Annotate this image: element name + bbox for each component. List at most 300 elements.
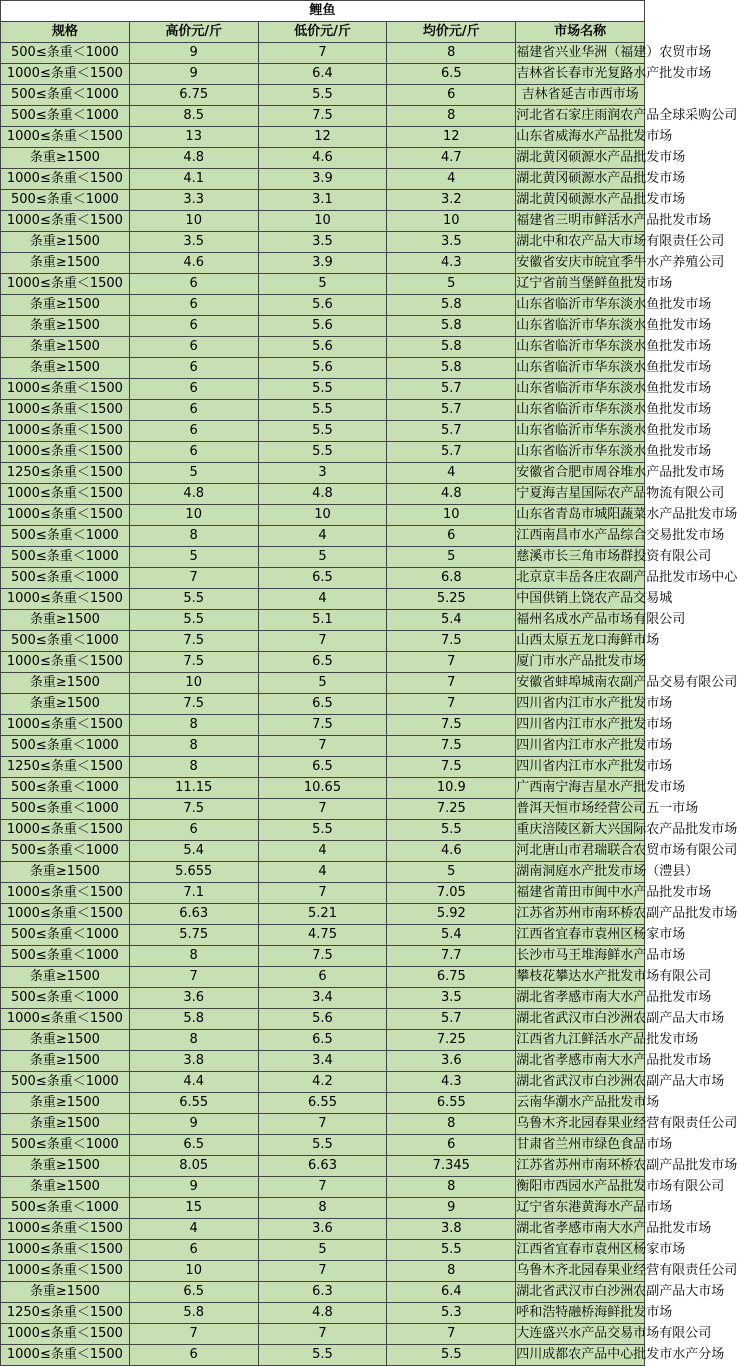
- cell-market-name: 山东省威海水产品批发市场: [516, 127, 645, 148]
- table-title: 鲤鱼: [1, 1, 645, 22]
- cell-low-price: 6.5: [258, 568, 387, 589]
- cell-low-price: 6.5: [258, 757, 387, 778]
- cell-avg-price: 7.05: [387, 883, 516, 904]
- cell-spec: 条重≥1500: [1, 1093, 130, 1114]
- cell-avg-price: 6: [387, 85, 516, 106]
- cell-low-price: 3.9: [258, 169, 387, 190]
- cell-market-name: 江西省宜春市袁州区杨家市场: [516, 1240, 645, 1261]
- cell-low-price: 5.1: [258, 610, 387, 631]
- table-row: [1, 904, 645, 925]
- cell-spec: 条重≥1500: [1, 1051, 130, 1072]
- cell-avg-price: 10: [387, 211, 516, 232]
- cell-low-price: 3.4: [258, 1051, 387, 1072]
- cell-low-price: 7: [258, 631, 387, 652]
- cell-spec: 1000≤条重＜1500: [1, 1261, 130, 1282]
- table-row: [1, 883, 645, 904]
- cell-high-price: 13: [129, 127, 258, 148]
- cell-low-price: 4.8: [258, 1303, 387, 1324]
- cell-avg-price: 5.7: [387, 442, 516, 463]
- table-row: [1, 421, 645, 442]
- cell-market-name: 广西南宁海吉星水产批发市场: [516, 778, 645, 799]
- cell-avg-price: 4.3: [387, 1072, 516, 1093]
- cell-spec: 条重≥1500: [1, 295, 130, 316]
- cell-high-price: 11.15: [129, 778, 258, 799]
- table-row: [1, 568, 645, 589]
- cell-high-price: 10: [129, 1261, 258, 1282]
- cell-low-price: 4: [258, 589, 387, 610]
- cell-avg-price: 7.5: [387, 715, 516, 736]
- cell-market-name: 江西省宜春市袁州区杨家市场: [516, 925, 645, 946]
- cell-market-name: 湖北省孝感市南大水产品批发市场: [516, 1219, 645, 1240]
- table-row: [1, 1324, 645, 1345]
- cell-avg-price: 5: [387, 862, 516, 883]
- cell-high-price: 6: [129, 400, 258, 421]
- cell-spec: 1000≤条重＜1500: [1, 883, 130, 904]
- cell-market-name: 四川成都农产品中心批发市水产分场: [516, 1345, 645, 1366]
- table-row: [1, 211, 645, 232]
- cell-market-name: 山西太原五龙口海鲜市场: [516, 631, 645, 652]
- table-row: [1, 1114, 645, 1135]
- cell-spec: 500≤条重＜1000: [1, 85, 130, 106]
- cell-high-price: 7.5: [129, 652, 258, 673]
- cell-high-price: 6: [129, 358, 258, 379]
- cell-high-price: 6: [129, 1240, 258, 1261]
- cell-low-price: 5.5: [258, 85, 387, 106]
- cell-low-price: 7.5: [258, 946, 387, 967]
- cell-low-price: 5.5: [258, 400, 387, 421]
- cell-market-name: 山东省临沂市华东淡水鱼批发市场: [516, 316, 645, 337]
- cell-avg-price: 5.25: [387, 589, 516, 610]
- cell-avg-price: 6.55: [387, 1093, 516, 1114]
- cell-high-price: 4.6: [129, 253, 258, 274]
- cell-low-price: 5.6: [258, 358, 387, 379]
- cell-spec: 条重≥1500: [1, 358, 130, 379]
- cell-market-name: 安徽省安庆市皖宜季牛水产养殖公司: [516, 253, 645, 274]
- header-avg-price: 均价元/斤: [387, 22, 516, 43]
- cell-avg-price: 5.8: [387, 358, 516, 379]
- cell-high-price: 8: [129, 1030, 258, 1051]
- cell-high-price: 7.1: [129, 883, 258, 904]
- cell-market-name: 云南华潮水产品批发市场: [516, 1093, 645, 1114]
- table-row: [1, 925, 645, 946]
- cell-avg-price: 7: [387, 694, 516, 715]
- cell-market-name: 吉林省长春市光复路水产批发市场: [516, 64, 645, 85]
- table-row: [1, 127, 645, 148]
- cell-avg-price: 3.2: [387, 190, 516, 211]
- cell-avg-price: 7: [387, 652, 516, 673]
- table-row: [1, 169, 645, 190]
- cell-high-price: 15: [129, 1198, 258, 1219]
- cell-spec: 1000≤条重＜1500: [1, 64, 130, 85]
- cell-low-price: 5: [258, 274, 387, 295]
- cell-avg-price: 12: [387, 127, 516, 148]
- cell-spec: 500≤条重＜1000: [1, 778, 130, 799]
- cell-high-price: 7.5: [129, 694, 258, 715]
- cell-avg-price: 7.5: [387, 631, 516, 652]
- cell-market-name: 河北省石家庄雨润农产品全球采购公司: [516, 106, 645, 127]
- cell-market-name: 山东省临沂市华东淡水鱼批发市场: [516, 379, 645, 400]
- cell-low-price: 7: [258, 1114, 387, 1135]
- cell-avg-price: 3.6: [387, 1051, 516, 1072]
- cell-high-price: 3.3: [129, 190, 258, 211]
- table-row: [1, 757, 645, 778]
- table-row: [1, 253, 645, 274]
- cell-low-price: 6: [258, 967, 387, 988]
- cell-high-price: 10: [129, 505, 258, 526]
- table-row: [1, 1240, 645, 1261]
- cell-high-price: 6: [129, 274, 258, 295]
- table-row: [1, 1177, 645, 1198]
- cell-market-name: 湖北省武汉市白沙洲农副产品大市场: [516, 1009, 645, 1030]
- cell-market-name: 四川省内江市水产批发市场: [516, 715, 645, 736]
- cell-low-price: 4: [258, 841, 387, 862]
- cell-low-price: 5.6: [258, 1009, 387, 1030]
- cell-high-price: 4: [129, 1219, 258, 1240]
- cell-low-price: 7: [258, 1261, 387, 1282]
- cell-avg-price: 7.25: [387, 1030, 516, 1051]
- cell-market-name: 重庆涪陵区新大兴国际农产品批发市场: [516, 820, 645, 841]
- cell-high-price: 6.63: [129, 904, 258, 925]
- cell-low-price: 6.4: [258, 64, 387, 85]
- cell-high-price: 5.5: [129, 589, 258, 610]
- cell-avg-price: 5.8: [387, 295, 516, 316]
- cell-avg-price: 8: [387, 1177, 516, 1198]
- cell-high-price: 7: [129, 568, 258, 589]
- cell-spec: 条重≥1500: [1, 694, 130, 715]
- cell-high-price: 5.75: [129, 925, 258, 946]
- cell-low-price: 5.5: [258, 1135, 387, 1156]
- cell-market-name: 呼和浩特融桥海鲜批发市场: [516, 1303, 645, 1324]
- cell-spec: 条重≥1500: [1, 337, 130, 358]
- cell-avg-price: 5.5: [387, 1345, 516, 1366]
- cell-market-name: 山东省临沂市华东淡水鱼批发市场: [516, 295, 645, 316]
- table-row: [1, 652, 645, 673]
- cell-high-price: 5: [129, 463, 258, 484]
- cell-low-price: 5.6: [258, 295, 387, 316]
- cell-high-price: 7: [129, 1324, 258, 1345]
- cell-low-price: 12: [258, 127, 387, 148]
- cell-spec: 条重≥1500: [1, 862, 130, 883]
- cell-avg-price: 5.7: [387, 421, 516, 442]
- cell-high-price: 8: [129, 526, 258, 547]
- cell-low-price: 6.63: [258, 1156, 387, 1177]
- cell-market-name: 山东省临沂市华东淡水鱼批发市场: [516, 421, 645, 442]
- cell-high-price: 4.8: [129, 484, 258, 505]
- cell-spec: 1250≤条重＜1500: [1, 757, 130, 778]
- cell-avg-price: 5.7: [387, 1009, 516, 1030]
- cell-spec: 条重≥1500: [1, 232, 130, 253]
- cell-low-price: 6.5: [258, 694, 387, 715]
- cell-market-name: 山东省临沂市华东淡水鱼批发市场: [516, 337, 645, 358]
- cell-market-name: 衡阳市西园水产品批发市场有限公司: [516, 1177, 645, 1198]
- cell-spec: 500≤条重＜1000: [1, 946, 130, 967]
- cell-avg-price: 3.8: [387, 1219, 516, 1240]
- cell-high-price: 6: [129, 337, 258, 358]
- cell-low-price: 3.6: [258, 1219, 387, 1240]
- table-row: [1, 295, 645, 316]
- cell-avg-price: 10.9: [387, 778, 516, 799]
- cell-market-name: 山东省临沂市华东淡水鱼批发市场: [516, 400, 645, 421]
- cell-spec: 1000≤条重＜1500: [1, 379, 130, 400]
- cell-low-price: 4: [258, 862, 387, 883]
- cell-high-price: 6.5: [129, 1135, 258, 1156]
- cell-spec: 500≤条重＜1000: [1, 526, 130, 547]
- cell-low-price: 8: [258, 1198, 387, 1219]
- cell-high-price: 10: [129, 211, 258, 232]
- cell-low-price: 4.75: [258, 925, 387, 946]
- cell-market-name: 乌鲁木齐北园春果业经营有限责任公司: [516, 1114, 645, 1135]
- cell-market-name: 湖南洞庭水产批发市场（澧县）: [516, 862, 645, 883]
- cell-spec: 1000≤条重＜1500: [1, 1324, 130, 1345]
- cell-low-price: 6.55: [258, 1093, 387, 1114]
- cell-avg-price: 5.5: [387, 820, 516, 841]
- table-row: [1, 1030, 645, 1051]
- cell-low-price: 3: [258, 463, 387, 484]
- cell-spec: 500≤条重＜1000: [1, 568, 130, 589]
- table-row: [1, 148, 645, 169]
- cell-high-price: 8: [129, 757, 258, 778]
- cell-low-price: 4.2: [258, 1072, 387, 1093]
- cell-high-price: 8: [129, 736, 258, 757]
- cell-low-price: 7: [258, 736, 387, 757]
- cell-avg-price: 5.7: [387, 379, 516, 400]
- cell-spec: 1000≤条重＜1500: [1, 127, 130, 148]
- cell-market-name: 福州名成水产品市场有限公司: [516, 610, 645, 631]
- cell-spec: 1000≤条重＜1500: [1, 274, 130, 295]
- cell-market-name: 福建省三明市鲜活水产品批发市场: [516, 211, 645, 232]
- cell-spec: 1000≤条重＜1500: [1, 505, 130, 526]
- header-row: [1, 22, 645, 43]
- cell-avg-price: 5: [387, 274, 516, 295]
- table-row: [1, 1282, 645, 1303]
- cell-spec: 1000≤条重＜1500: [1, 1240, 130, 1261]
- cell-spec: 1000≤条重＜1500: [1, 1009, 130, 1030]
- cell-high-price: 6.55: [129, 1093, 258, 1114]
- cell-high-price: 6.5: [129, 1282, 258, 1303]
- cell-market-name: 北京京丰岳各庄农副产品批发市场中心: [516, 568, 645, 589]
- cell-market-name: 湖北省孝感市南大水产品批发市场: [516, 988, 645, 1009]
- header-spec: 规格: [1, 22, 130, 43]
- header-high-price: 高价元/斤: [129, 22, 258, 43]
- table-row: [1, 1219, 645, 1240]
- cell-market-name: 攀枝花攀达水产批发市场有限公司: [516, 967, 645, 988]
- cell-low-price: 5.5: [258, 421, 387, 442]
- cell-spec: 条重≥1500: [1, 1156, 130, 1177]
- cell-spec: 1000≤条重＜1500: [1, 715, 130, 736]
- cell-market-name: 辽宁省前当堡鲜鱼批发市场: [516, 274, 645, 295]
- table-row: [1, 106, 645, 127]
- table-row: [1, 337, 645, 358]
- cell-high-price: 7: [129, 967, 258, 988]
- cell-spec: 条重≥1500: [1, 1177, 130, 1198]
- cell-avg-price: 8: [387, 1261, 516, 1282]
- cell-spec: 500≤条重＜1000: [1, 631, 130, 652]
- cell-spec: 1000≤条重＜1500: [1, 652, 130, 673]
- table-row: [1, 1303, 645, 1324]
- cell-high-price: 6: [129, 295, 258, 316]
- cell-high-price: 4.8: [129, 148, 258, 169]
- cell-spec: 条重≥1500: [1, 148, 130, 169]
- table-row: [1, 1051, 645, 1072]
- cell-market-name: 山东省临沂市华东淡水鱼批发市场: [516, 442, 645, 463]
- cell-market-name: 福建省莆田市闽中水产品批发市场: [516, 883, 645, 904]
- cell-market-name: 普洱天恒市场经营公司五一市场: [516, 799, 645, 820]
- cell-spec: 1250≤条重＜1500: [1, 1303, 130, 1324]
- table-row: [1, 1261, 645, 1282]
- cell-low-price: 5.6: [258, 337, 387, 358]
- cell-avg-price: 4.6: [387, 841, 516, 862]
- cell-spec: 条重≥1500: [1, 1282, 130, 1303]
- cell-spec: 1000≤条重＜1500: [1, 400, 130, 421]
- cell-avg-price: 6.75: [387, 967, 516, 988]
- cell-spec: 条重≥1500: [1, 610, 130, 631]
- cell-market-name: 安徽省蚌埠城南农副产品交易有限公司: [516, 673, 645, 694]
- cell-high-price: 6: [129, 316, 258, 337]
- cell-market-name: 四川省内江市水产批发市场: [516, 694, 645, 715]
- table-row: [1, 85, 645, 106]
- cell-spec: 500≤条重＜1000: [1, 43, 130, 64]
- cell-market-name: 长沙市马王堆海鲜水产品市场: [516, 946, 645, 967]
- cell-low-price: 6.5: [258, 652, 387, 673]
- table-row: [1, 799, 645, 820]
- cell-avg-price: 3.5: [387, 232, 516, 253]
- cell-spec: 500≤条重＜1000: [1, 799, 130, 820]
- cell-low-price: 5: [258, 673, 387, 694]
- cell-avg-price: 5.4: [387, 925, 516, 946]
- cell-spec: 条重≥1500: [1, 1030, 130, 1051]
- cell-market-name: 湖北黄冈硕源水产品批发市场: [516, 169, 645, 190]
- cell-avg-price: 7.7: [387, 946, 516, 967]
- cell-spec: 1000≤条重＜1500: [1, 904, 130, 925]
- cell-spec: 条重≥1500: [1, 253, 130, 274]
- cell-market-name: 江西南昌市水产品综合交易批发市场: [516, 526, 645, 547]
- cell-high-price: 6: [129, 1345, 258, 1366]
- cell-high-price: 5.655: [129, 862, 258, 883]
- table-row: [1, 820, 645, 841]
- cell-market-name: 慈溪市长三角市场群投资有限公司: [516, 547, 645, 568]
- cell-avg-price: 7.5: [387, 736, 516, 757]
- cell-avg-price: 9: [387, 1198, 516, 1219]
- cell-spec: 500≤条重＜1000: [1, 1135, 130, 1156]
- cell-high-price: 7.5: [129, 799, 258, 820]
- cell-low-price: 5.6: [258, 316, 387, 337]
- table-row: [1, 232, 645, 253]
- table-row: [1, 1345, 645, 1366]
- cell-high-price: 9: [129, 1177, 258, 1198]
- cell-low-price: 5.5: [258, 1345, 387, 1366]
- header-low-price: 低价元/斤: [258, 22, 387, 43]
- cell-spec: 1000≤条重＜1500: [1, 421, 130, 442]
- cell-market-name: 山东省临沂市华东淡水鱼批发市场: [516, 358, 645, 379]
- cell-high-price: 6: [129, 421, 258, 442]
- cell-spec: 1000≤条重＜1500: [1, 1345, 130, 1366]
- cell-market-name: 湖北省武汉市白沙洲农副产品大市场: [516, 1282, 645, 1303]
- cell-spec: 1000≤条重＜1500: [1, 211, 130, 232]
- table-row: [1, 1198, 645, 1219]
- table-row: [1, 862, 645, 883]
- table-row: [1, 673, 645, 694]
- cell-avg-price: 7.5: [387, 757, 516, 778]
- cell-spec: 1000≤条重＜1500: [1, 589, 130, 610]
- cell-avg-price: 10: [387, 505, 516, 526]
- cell-avg-price: 5.8: [387, 337, 516, 358]
- cell-high-price: 8: [129, 946, 258, 967]
- cell-low-price: 5: [258, 1240, 387, 1261]
- table-row: [1, 631, 645, 652]
- cell-spec: 500≤条重＜1000: [1, 547, 130, 568]
- cell-low-price: 3.4: [258, 988, 387, 1009]
- cell-market-name: 辽宁省东港黄海水产品市场: [516, 1198, 645, 1219]
- cell-spec: 500≤条重＜1000: [1, 736, 130, 757]
- table-row: [1, 1072, 645, 1093]
- cell-low-price: 10.65: [258, 778, 387, 799]
- cell-spec: 500≤条重＜1000: [1, 106, 130, 127]
- table-row: [1, 484, 645, 505]
- table-row: [1, 358, 645, 379]
- cell-spec: 条重≥1500: [1, 1114, 130, 1135]
- cell-avg-price: 5.7: [387, 400, 516, 421]
- cell-high-price: 7.5: [129, 631, 258, 652]
- table-row: [1, 988, 645, 1009]
- cell-avg-price: 3.5: [387, 988, 516, 1009]
- cell-spec: 500≤条重＜1000: [1, 1198, 130, 1219]
- cell-high-price: 8: [129, 715, 258, 736]
- cell-market-name: 福建省兴业华洲（福建）农贸市场: [516, 43, 645, 64]
- cell-avg-price: 4: [387, 463, 516, 484]
- table-row: [1, 946, 645, 967]
- table-row: [1, 778, 645, 799]
- table-row: [1, 1093, 645, 1114]
- cell-high-price: 8.05: [129, 1156, 258, 1177]
- cell-low-price: 5.21: [258, 904, 387, 925]
- cell-high-price: 5.4: [129, 841, 258, 862]
- table-row: [1, 841, 645, 862]
- cell-avg-price: 6: [387, 526, 516, 547]
- table-row: [1, 1156, 645, 1177]
- cell-market-name: 甘肃省兰州市绿色食品市场: [516, 1135, 645, 1156]
- cell-avg-price: 7: [387, 673, 516, 694]
- title-row: [1, 1, 645, 22]
- cell-low-price: 4: [258, 526, 387, 547]
- cell-avg-price: 5.4: [387, 610, 516, 631]
- cell-market-name: 江西省九江鲜活水产品批发市场: [516, 1030, 645, 1051]
- cell-avg-price: 5.5: [387, 1240, 516, 1261]
- table-row: [1, 43, 645, 64]
- cell-high-price: 5.8: [129, 1009, 258, 1030]
- cell-low-price: 7.5: [258, 715, 387, 736]
- cell-high-price: 6: [129, 442, 258, 463]
- cell-high-price: 5: [129, 547, 258, 568]
- table-row: [1, 463, 645, 484]
- cell-avg-price: 5: [387, 547, 516, 568]
- table-row: [1, 274, 645, 295]
- cell-high-price: 6: [129, 379, 258, 400]
- table-row: [1, 190, 645, 211]
- cell-spec: 条重≥1500: [1, 967, 130, 988]
- cell-spec: 1000≤条重＜1500: [1, 1219, 130, 1240]
- cell-avg-price: 8: [387, 106, 516, 127]
- cell-market-name: 四川省内江市水产批发市场: [516, 736, 645, 757]
- cell-avg-price: 7.25: [387, 799, 516, 820]
- cell-high-price: 5.8: [129, 1303, 258, 1324]
- cell-high-price: 10: [129, 673, 258, 694]
- table-row: [1, 715, 645, 736]
- cell-avg-price: 4: [387, 169, 516, 190]
- cell-market-name: 宁夏海吉星国际农产品物流有限公司: [516, 484, 645, 505]
- cell-avg-price: 7: [387, 1324, 516, 1345]
- cell-market-name: 吉林省延吉市西市场: [516, 85, 645, 106]
- cell-avg-price: 5.3: [387, 1303, 516, 1324]
